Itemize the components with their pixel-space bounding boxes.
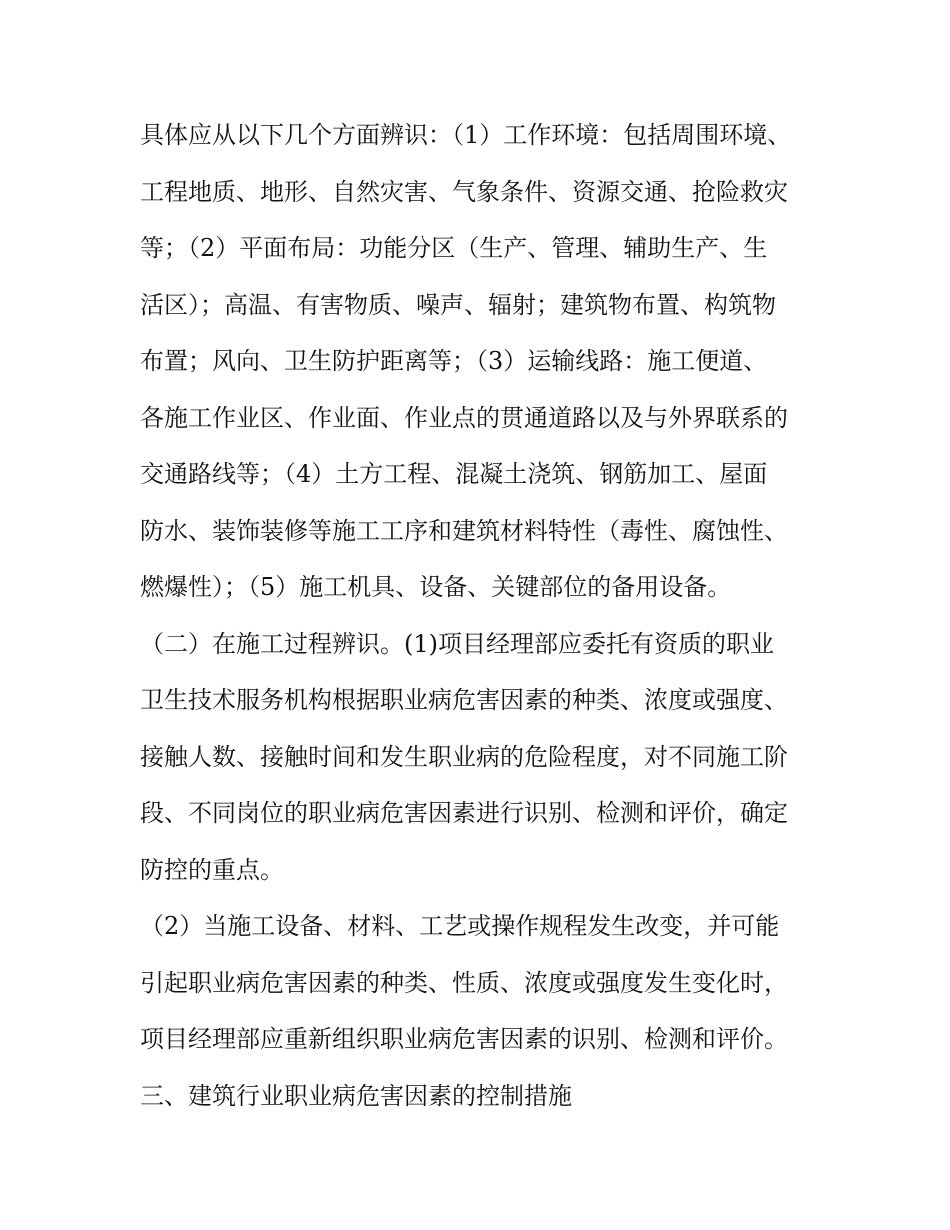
text-line-15: （2）当施工设备、材料、工艺或操作规程发生改变，并可能: [140, 912, 780, 940]
text-line-17: 项目经理部应重新组织职业病危害因素的识别、检测和评价。: [140, 1025, 788, 1053]
text-line-2: 工程地质、地形、自然灾害、气象条件、资源交通、抢险救灾: [140, 177, 788, 206]
text-line-16: 引起职业病危害因素的种类、性质、浓度或强度发生变化时，: [140, 968, 788, 997]
text-line-13: 段、不同岗位的职业病危害因素进行识别、检测和评价，确定: [140, 799, 788, 827]
text-line-5: 布置；风向、卫生防护距离等；（3）运输线路：施工便道、: [140, 347, 768, 375]
text-line-3: 等；（2）平面布局：功能分区（生产、管理、辅助生产、生: [140, 234, 768, 262]
text-line-10: （二）在施工过程辨识。(1)项目经理部应委托有资质的职业: [140, 629, 774, 658]
text-line-4: 活区）；高温、有害物质、噪声、辐射；建筑物布置、构筑物: [140, 290, 776, 319]
text-line-7: 交通路线等；（4）土方工程、混凝土浇筑、钢筋加工、屋面: [140, 460, 768, 488]
text-line-12: 接触人数、接触时间和发生职业病的危险程度，对不同施工阶: [140, 742, 788, 771]
text-line-8: 防水、装饰装修等施工工序和建筑材料特性（毒性、腐蚀性、: [140, 516, 788, 545]
text-line-9: 燃爆性）；（5）施工机具、设备、关键部位的备用设备。: [140, 573, 732, 601]
text-line-1: 具体应从以下几个方面辨识：（1）工作环境：包括周围环境、: [140, 121, 792, 149]
document-body: [140, 107, 820, 1124]
text-line-6: 各施工作业区、作业面、作业点的贯通道路以及与外界联系的: [140, 403, 788, 432]
text-line-11: 卫生技术服务机构根据职业病危害因素的种类、浓度或强度、: [140, 686, 788, 714]
section-heading: 三、建筑行业职业病危害因素的控制措施: [140, 1081, 572, 1110]
text-line-14: 防控的重点。: [140, 855, 284, 884]
